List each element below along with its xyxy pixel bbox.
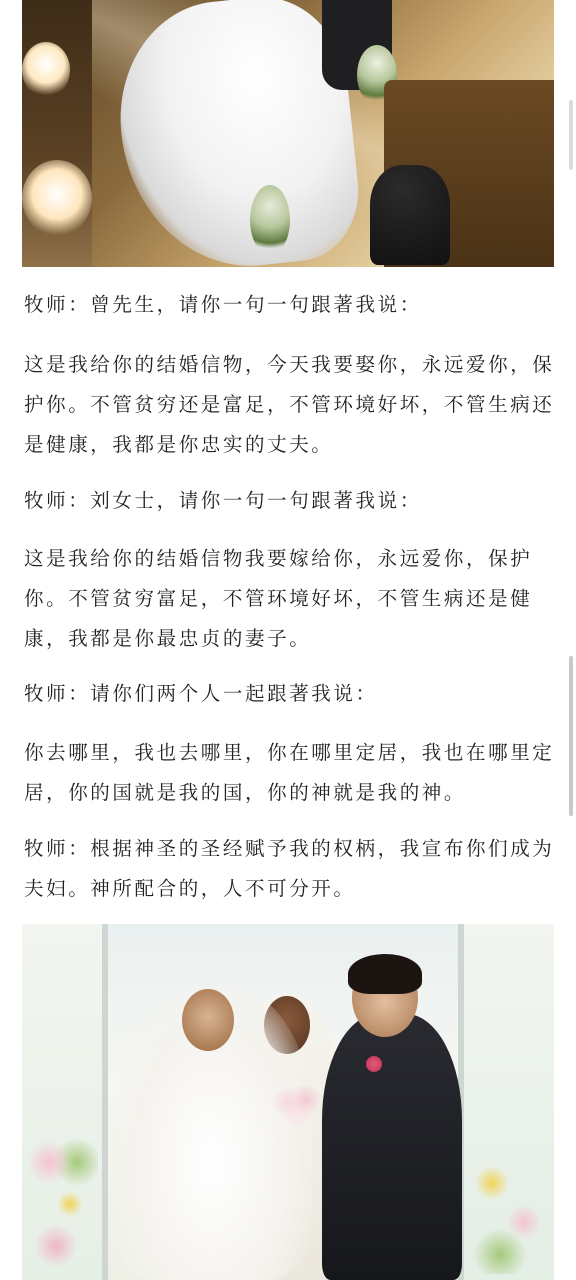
- paragraph-pastor-to-couple: 牧师：请你们两个人一起跟著我说：: [24, 682, 378, 705]
- photo-lamp: [22, 42, 70, 98]
- scrollbar-thumb[interactable]: [569, 100, 573, 170]
- photo-guest: [370, 165, 450, 265]
- photo-bride-head: [182, 989, 234, 1051]
- paragraph-pastor-pronouncement: 牧师：根据神圣的圣经赋予我的权柄，我宣布你们成为夫妇。神所配合的，人不可分开。: [24, 837, 555, 900]
- photo-flowers: [250, 185, 290, 255]
- photo-groom: [322, 1014, 462, 1280]
- wedding-ceremony-photo: [22, 924, 554, 1280]
- photo-groom-hair: [348, 954, 422, 994]
- paragraph-groom-vow: 这是我给你的结婚信物，今天我要娶你，永远爱你，保护你。不管贫穷还是富足，不管环境好坏，不管生病还是健康，我都是你忠实的丈夫。: [24, 353, 555, 456]
- wedding-aisle-photo: [22, 0, 554, 267]
- scrollbar-thumb[interactable]: [569, 656, 573, 816]
- paragraph-pastor-to-bride: 牧师：刘女士，请你一句一句跟著我说：: [24, 489, 422, 512]
- photo-floral-decor: [28, 1134, 98, 1274]
- paragraph-pastor-to-groom: 牧师：曾先生，请你一句一句跟著我说：: [24, 293, 422, 316]
- photo-bouquet: [272, 1084, 324, 1128]
- paragraph-couple-vow: 你去哪里，我也去哪里，你在哪里定居，我也在哪里定居，你的国就是我的国，你的神就是我的神。: [24, 741, 555, 804]
- paragraph-bride-vow: 这是我给你的结婚信物我要嫁给你，永远爱你，保护你。不管贫穷富足，不管环境好坏，不管生病还是健康，我都是你最忠贞的妻子。: [24, 547, 533, 650]
- photo-floral-decor: [468, 1144, 548, 1274]
- photo-lamp: [22, 160, 92, 236]
- photo-boutonniere: [366, 1056, 382, 1072]
